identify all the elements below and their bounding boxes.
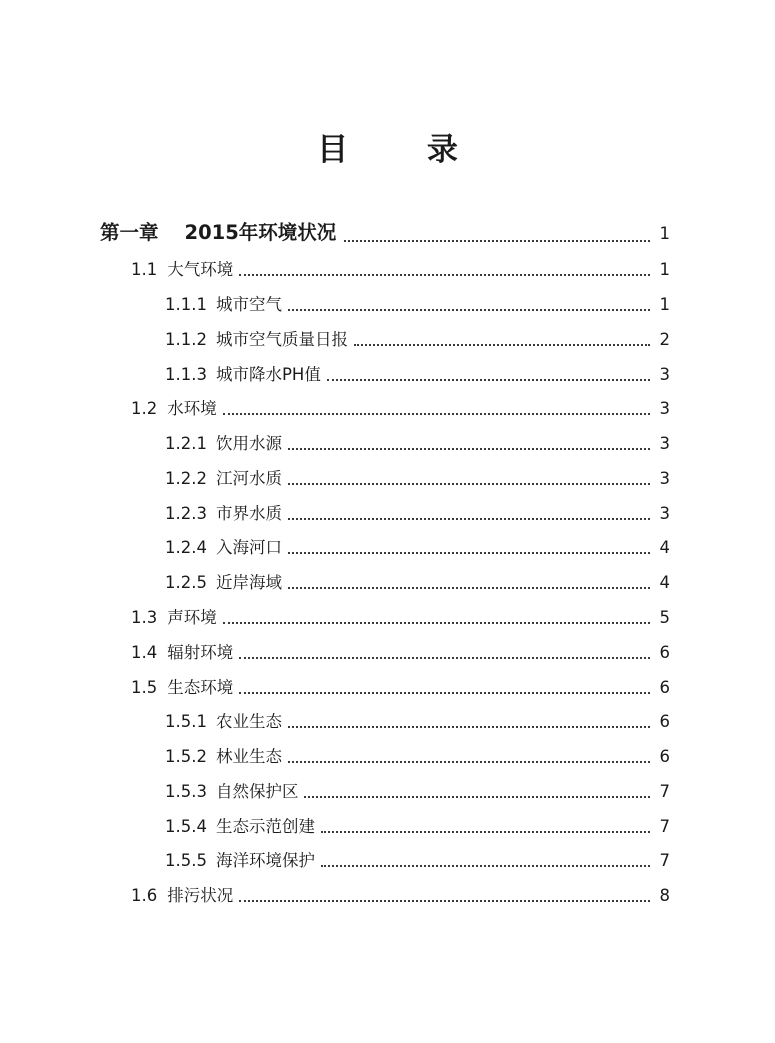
toc-entry-label: 海洋环境保护: [215, 851, 315, 870]
dot-leader: [239, 692, 650, 694]
dot-leader: [321, 865, 650, 867]
toc-entry-1-6[interactable]: [131, 885, 670, 907]
dot-leader: [304, 796, 650, 798]
dot-leader: [321, 831, 650, 833]
toc-entry-number: 1.2.5: [165, 573, 207, 592]
toc-entry-page: 7: [659, 817, 670, 836]
toc-entry-page: 3: [659, 469, 670, 488]
toc-entry-page: 1: [659, 295, 670, 314]
toc-entry-page: 6: [659, 747, 670, 766]
toc-entry-number: 1.5: [131, 678, 158, 697]
toc-entry-label: 大气环境: [167, 260, 234, 279]
toc-entry-number: 1.2.2: [165, 469, 207, 488]
toc-entry-number: 1.5.1: [165, 712, 207, 731]
toc-entry-number: 1.5.4: [165, 817, 207, 836]
toc-entry-page: 6: [659, 712, 670, 731]
toc-entry-page: 8: [659, 886, 670, 905]
dot-leader: [239, 657, 650, 659]
toc-entry-page: 6: [659, 678, 670, 697]
toc-entry-number: 第一章: [100, 221, 159, 244]
toc-entry-number: 1.1.2: [165, 330, 207, 349]
dot-leader: [239, 274, 650, 276]
dot-leader: [288, 587, 650, 589]
dot-leader: [223, 413, 650, 415]
toc-entry-1-1-3[interactable]: [165, 364, 670, 386]
dot-leader: [288, 309, 650, 311]
toc-entry-page: 7: [659, 851, 670, 870]
toc-entry-label: 城市空气质量日报: [215, 330, 348, 349]
toc-entry-page: 2: [659, 330, 670, 349]
toc-entry-label: 入海河口: [215, 538, 282, 557]
toc-entry-number: 1.2.4: [165, 538, 207, 557]
toc-entry-1-2-3[interactable]: [165, 503, 670, 525]
toc-entry-page: 1: [659, 260, 670, 279]
toc-entry-label: 2015年环境状况: [184, 221, 337, 244]
toc-entry-1-2[interactable]: [131, 398, 670, 420]
toc-entry-page: 7: [659, 782, 670, 801]
toc-entry-page: 4: [659, 538, 670, 557]
toc-entry-1-2-2[interactable]: [165, 468, 670, 490]
toc-entry-label: 生态环境: [167, 678, 234, 697]
dot-leader: [344, 240, 650, 242]
toc-entry-1-5[interactable]: [131, 677, 670, 699]
toc-entry-1-5-3[interactable]: [165, 781, 670, 803]
toc-entry-label: 近岸海域: [215, 573, 282, 592]
toc-entry-label: 水环境: [167, 399, 217, 418]
toc-entry-number: 1.2.1: [165, 434, 207, 453]
toc-entry-page: 3: [659, 365, 670, 384]
toc-entry-number: 1.5.3: [165, 782, 207, 801]
toc-entry-label: 市界水质: [215, 504, 282, 523]
toc-entry-page: 4: [659, 573, 670, 592]
toc-entry-page: 1: [659, 224, 670, 243]
toc-entry-label: 生态示范创建: [215, 817, 315, 836]
toc-entry-label: 排污状况: [167, 886, 234, 905]
dot-leader: [288, 726, 650, 728]
dot-leader: [239, 900, 650, 902]
toc-entry-number: 1.6: [131, 886, 158, 905]
toc-entry-number: 1.2.3: [165, 504, 207, 523]
toc-entry-page: 5: [659, 608, 670, 627]
toc-entry-page: 6: [659, 643, 670, 662]
dot-leader: [288, 483, 650, 485]
toc-entry-1-2-4[interactable]: [165, 537, 670, 559]
toc-entry-number: 1.5.5: [165, 851, 207, 870]
dot-leader: [288, 448, 650, 450]
toc-entry-1-2-1[interactable]: [165, 433, 670, 455]
toc-entry-number: 1.3: [131, 608, 158, 627]
dot-leader: [354, 344, 650, 346]
toc-entry-chapter-1[interactable]: [100, 220, 670, 247]
toc-entry-label: 江河水质: [215, 469, 282, 488]
toc-entry-label: 城市降水PH值: [215, 365, 321, 384]
toc-entry-number: 1.5.2: [165, 747, 207, 766]
toc-entry-number: 1.1.3: [165, 365, 207, 384]
toc-entry-1-1-2[interactable]: [165, 329, 670, 351]
toc-entry-label: 自然保护区: [215, 782, 299, 801]
dot-leader: [288, 761, 650, 763]
toc-entry-page: 3: [659, 399, 670, 418]
toc-entry-label: 饮用水源: [215, 434, 282, 453]
toc-entry-number: 1.4: [131, 643, 158, 662]
dot-leader: [288, 518, 650, 520]
toc-entry-1-4[interactable]: [131, 642, 670, 664]
dot-leader: [223, 622, 650, 624]
page-title: 目 录: [317, 132, 492, 168]
toc-entry-page: 3: [659, 504, 670, 523]
toc-entry-1-3[interactable]: [131, 607, 670, 629]
toc-entry-label: 农业生态: [215, 712, 282, 731]
dot-leader: [288, 552, 650, 554]
toc-entry-1-5-4[interactable]: [165, 816, 670, 838]
toc-entry-1-5-2[interactable]: [165, 746, 670, 768]
toc-entry-label: 城市空气: [215, 295, 282, 314]
toc-entry-number: 1.2: [131, 399, 158, 418]
toc-entry-1-1[interactable]: [131, 259, 670, 281]
toc-entry-number: 1.1: [131, 260, 158, 279]
toc-entry-1-1-1[interactable]: [165, 294, 670, 316]
toc-entry-label: 辐射环境: [167, 643, 234, 662]
dot-leader: [327, 379, 650, 381]
toc-entry-label: 声环境: [167, 608, 217, 627]
toc-entry-1-2-5[interactable]: [165, 572, 670, 594]
toc-entry-label: 林业生态: [215, 747, 282, 766]
toc-entry-number: 1.1.1: [165, 295, 207, 314]
toc-entry-1-5-1[interactable]: [165, 711, 670, 733]
toc-entry-page: 3: [659, 434, 670, 453]
toc-entry-1-5-5[interactable]: [165, 850, 670, 872]
